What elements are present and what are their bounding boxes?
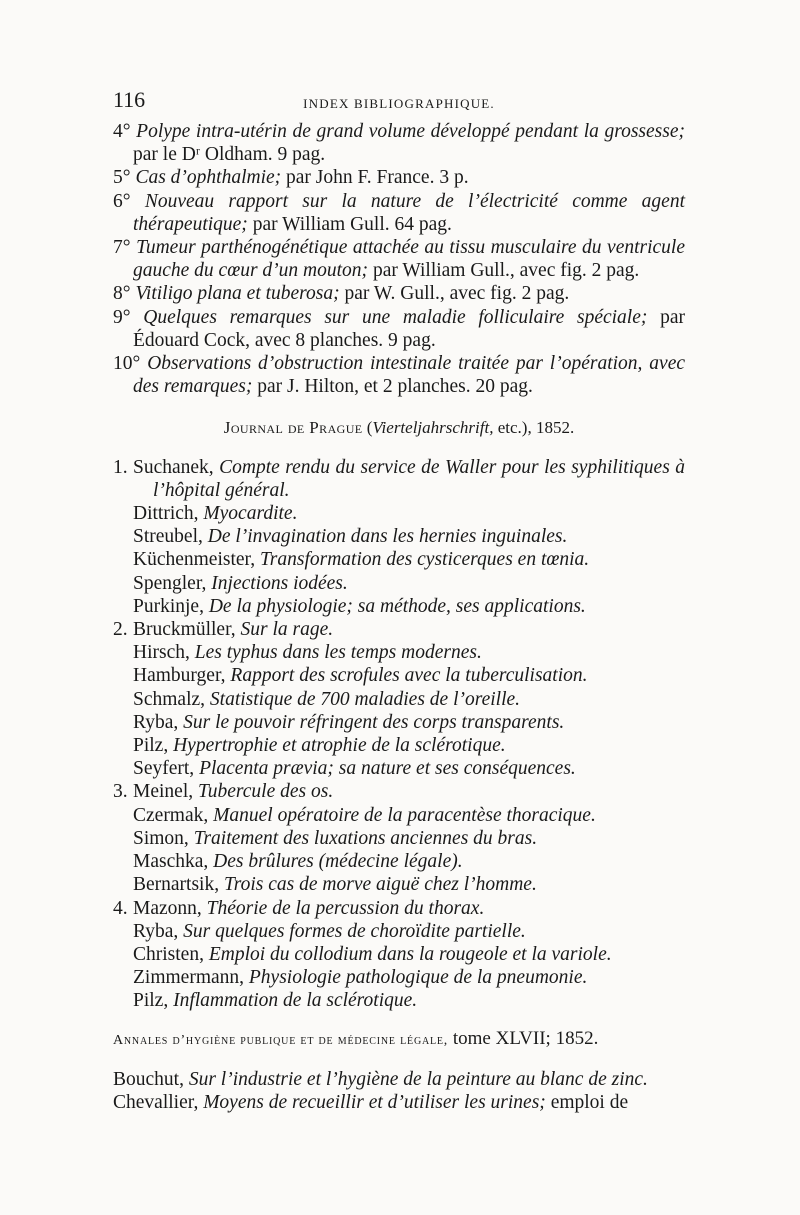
list-item: Purkinje, De la physiologie; sa méthode, ses applications.	[133, 595, 586, 617]
list-item: 6° Nouveau rapport sur la nature de l’électricité comme agent thérapeutique; par William Gull. 64 pag.	[113, 190, 686, 235]
issue-group	[113, 618, 685, 780]
list-item: 4° Polype intra-utérin de grand volume développé pendant la grossesse; par le Dʳ Oldham. 9 pag.	[113, 121, 685, 166]
annales-list	[113, 1068, 685, 1114]
list-item: 9° Quelques remarques sur une maladie folliculaire spéciale; par Édouard Cock, avec 8 planches. 9 pag.	[113, 306, 686, 351]
list-item: Suchanek, Compte rendu du service de Waller pour les syphilitiques à l’hôpital général.	[133, 456, 685, 501]
list-item: Seyfert, Placenta prævia; sa nature et ses conséquences.	[133, 758, 576, 780]
list-item: Czermak, Manuel opératoire de la paracentèse thoracique.	[133, 804, 596, 826]
issue-number: 3.	[113, 781, 128, 803]
page-number: 116	[113, 87, 146, 112]
issue-group	[113, 780, 685, 896]
issue-number: 4.	[113, 897, 128, 919]
list-item: Dittrich, Myocardite.	[133, 503, 298, 525]
list-item: Zimmermann, Physiologie pathologique de la pneumonie.	[133, 967, 588, 989]
list-item: Chevallier, Moyens de recueillir et d’utiliser les urines; emploi de	[113, 1091, 629, 1113]
list-item: Ryba, Sur quelques formes de choroïdite partielle.	[133, 920, 526, 942]
list-item: 10° Observations d’obstruction intestinale traitée par l’opération, avec des remarques; par J. Hilton, et 2 planches. 20 pag.	[113, 353, 686, 398]
list-item: Simon, Traitement des luxations anciennes du bras.	[133, 827, 538, 849]
prague-list	[113, 456, 685, 1013]
page-header	[113, 88, 685, 120]
list-item: 7° Tumeur parthénogénétique attachée au tissu musculaire du ventricule gauche du cœur d’un mouton; par William Gull., avec fig. 2 pag.	[113, 237, 686, 282]
list-item: Hirsch, Les typhus dans les temps modernes.	[133, 642, 482, 664]
list-item: Pilz, Inflammation de la sclérotique.	[133, 990, 418, 1012]
list-item: Hamburger, Rapport des scrofules avec la tuberculisation.	[133, 665, 588, 687]
section-heading-annales: Annales d’hygiène publique et de médecine légale, tome XLVII; 1852.	[113, 1027, 599, 1049]
issue-group	[113, 456, 685, 618]
list-item: Bouchut, Sur l’industrie et l’hygiène de la peinture au blanc de zinc.	[113, 1068, 648, 1090]
list-item: Bruckmüller, Sur la rage.	[133, 619, 334, 641]
list-item: Pilz, Hypertrophie et atrophie de la sclérotique.	[133, 735, 506, 757]
list-item: Mazonn, Théorie de la percussion du thorax.	[133, 897, 485, 919]
running-title: INDEX BIBLIOGRAPHIQUE.	[303, 96, 495, 111]
list-item: Meinel, Tubercule des os.	[133, 781, 334, 803]
list-item: Spengler, Injections iodées.	[133, 572, 348, 594]
list-item: Maschka, Des brûlures (médecine légale).	[133, 851, 463, 873]
list-item: Küchenmeister, Transformation des cysticerques en tœnia.	[133, 549, 590, 571]
list-item: Christen, Emploi du collodium dans la rougeole et la variole.	[133, 943, 612, 965]
list-item: 8° Vitiligo plana et tuberosa; par W. Gull., avec fig. 2 pag.	[113, 283, 570, 305]
section-heading-prague: Journal de Prague (Vierteljahrschrift, etc.), 1852.	[223, 418, 575, 438]
issue-number: 1.	[113, 456, 128, 478]
list-item: Streubel, De l’invagination dans les hernies inguinales.	[133, 526, 568, 548]
entries-top	[113, 120, 685, 398]
list-item: Ryba, Sur le pouvoir réfringent des corps transparents.	[133, 711, 565, 733]
list-item: Schmalz, Statistique de 700 maladies de l’oreille.	[133, 688, 521, 710]
issue-number: 2.	[113, 619, 128, 641]
list-item: Bernartsik, Trois cas de morve aiguë chez l’homme.	[133, 874, 537, 896]
list-item: 5° Cas d’ophthalmie; par John F. France. 3 p.	[113, 167, 469, 189]
book-page	[113, 88, 685, 1114]
issue-group	[113, 897, 685, 1013]
